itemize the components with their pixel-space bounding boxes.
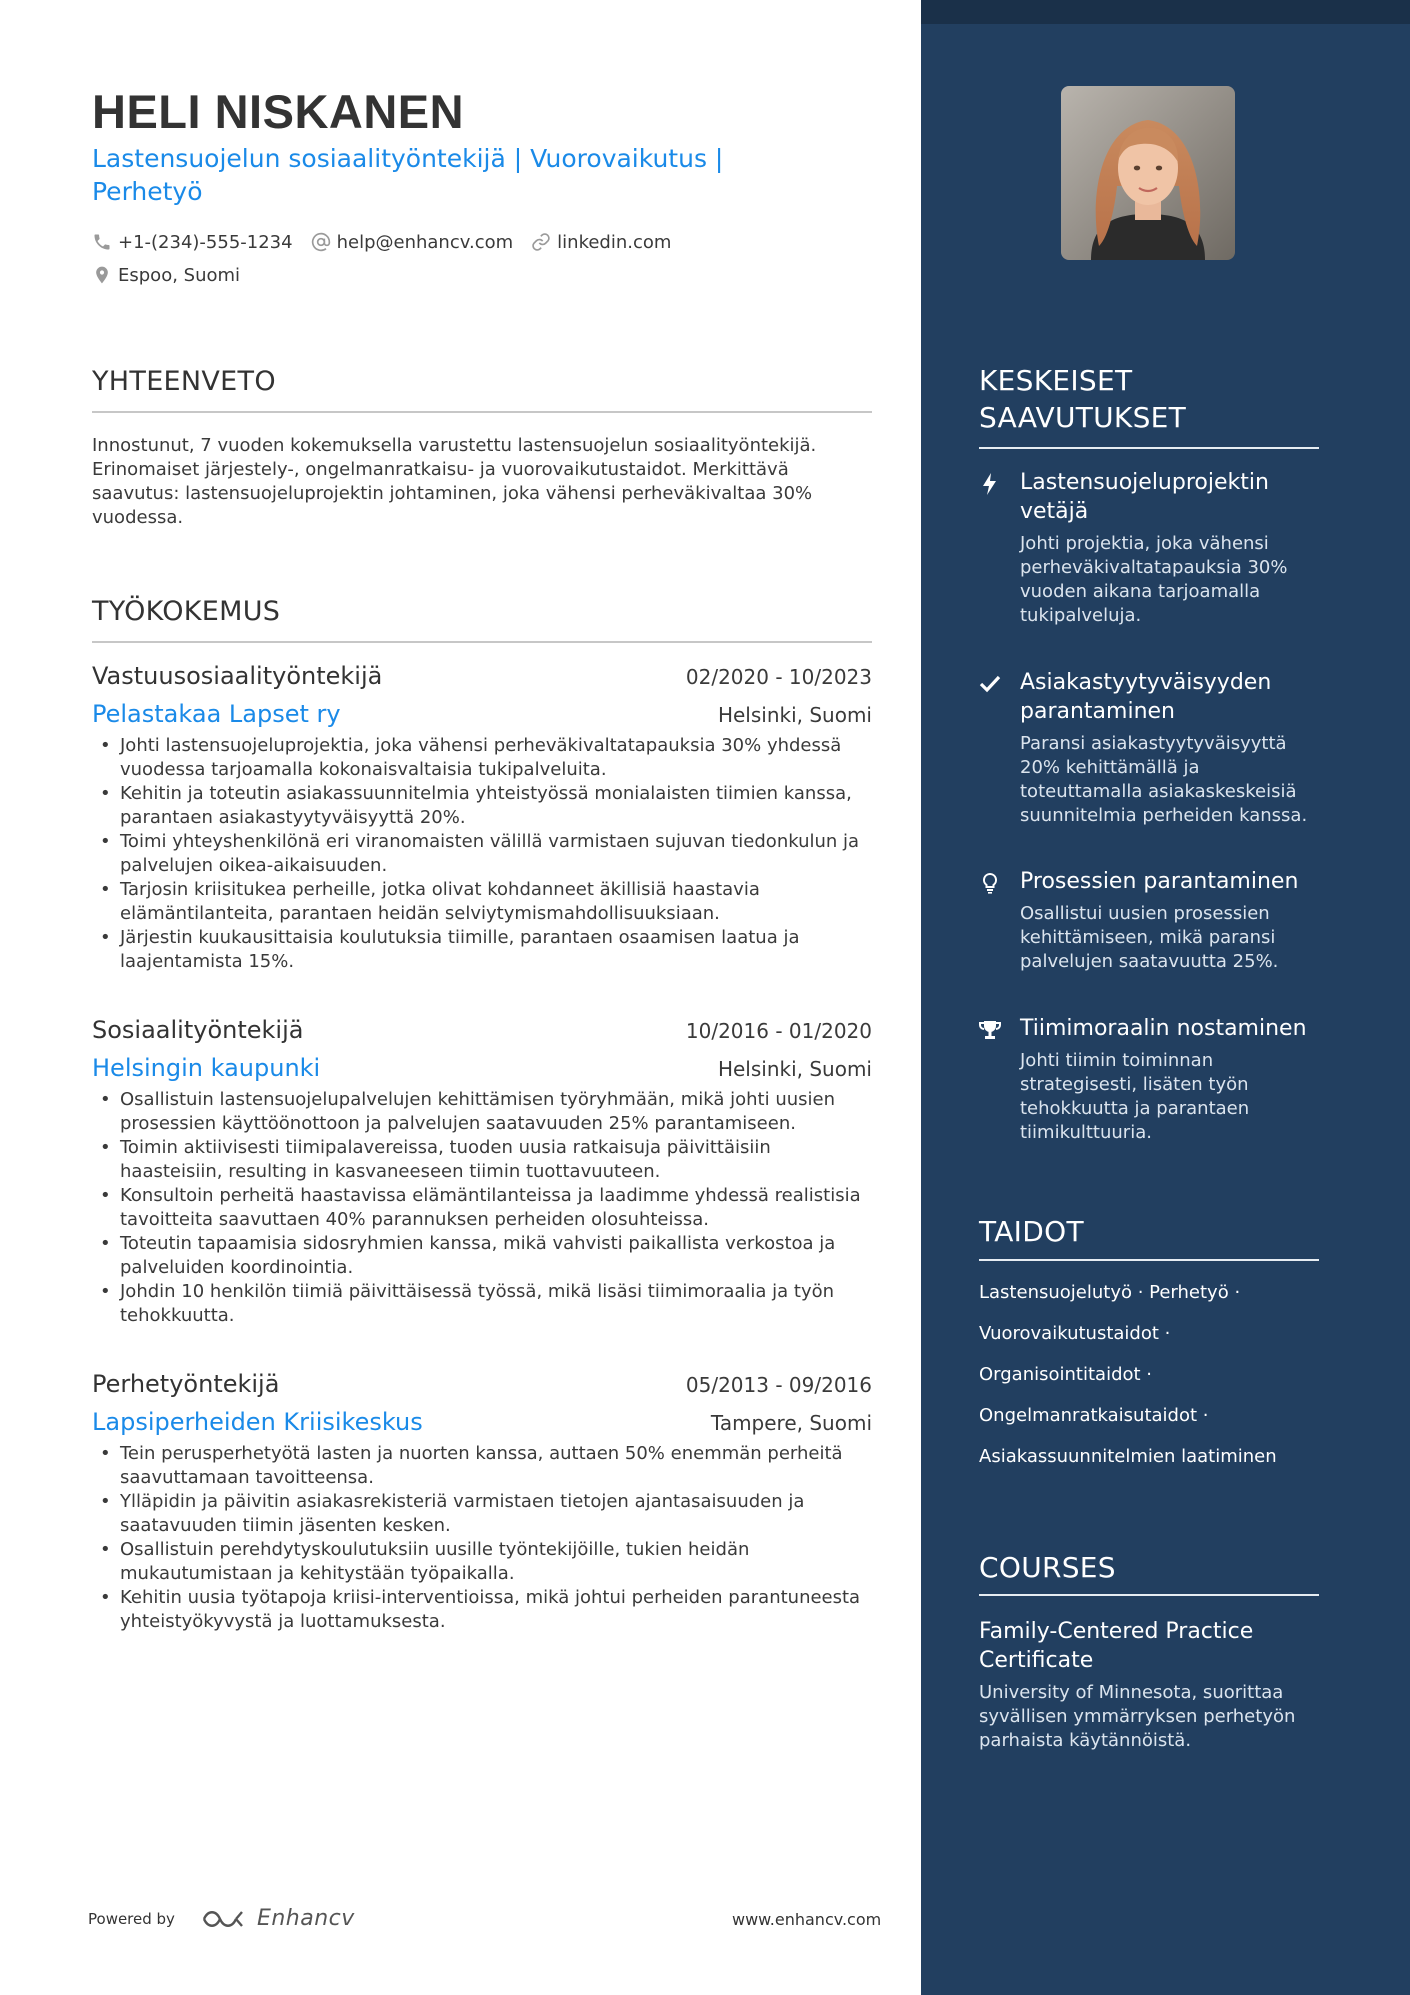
achievement-desc: Paransi asiakastyytyväisyyttä 20% kehittämällä ja toteuttamalla asiakaskeskeisiä suunnitelmia perheiden kanssa. xyxy=(1020,733,1308,826)
courses-heading: COURSES xyxy=(979,1551,1116,1584)
job-bullet: • Ylläpidin ja päivitin asiakasrekisteriä varmistaen tietojen ajantasaisuuden ja saatavuuden tiimin jäsenten kesken. xyxy=(92,1490,872,1538)
powered-by xyxy=(88,1906,355,1931)
contact-info xyxy=(92,229,872,295)
check-icon xyxy=(979,672,1001,696)
achievement-item xyxy=(979,468,1319,628)
job-bullets xyxy=(92,1088,872,1328)
job-bullet: • Kehitin uusia työtapoja kriisi-interventioissa, mikä johtui perheiden parantuneesta yhteistyökyvystä ja luottamuksesta. xyxy=(92,1586,872,1634)
phone-text: +1-(234)-555-1234 xyxy=(118,231,293,253)
job-bullet: • Toimi yhteyshenkilönä eri viranomaisten välillä varmistaen sujuvan tiedonkulun ja palvelujen oikea-aikaisuuden. xyxy=(92,830,872,878)
course-title: Family-Centered Practice Certificate xyxy=(979,1619,1254,1673)
location-text: Espoo, Suomi xyxy=(118,264,241,286)
email-text: help@enhancv.com xyxy=(336,231,514,253)
courses-divider xyxy=(979,1594,1319,1596)
job-bullets xyxy=(92,734,872,974)
job-location: Tampere, Suomi xyxy=(710,1411,872,1435)
achievement-desc: Osallistui uusien prosessien kehittämiseen, mikä paransi palvelujen saatavuutta 25%. xyxy=(1020,903,1279,972)
skill-line: Organisointitaidot · xyxy=(979,1364,1153,1385)
experience-divider xyxy=(92,641,872,643)
achievement-title: Prosessien parantaminen xyxy=(1020,869,1299,894)
contact-email[interactable] xyxy=(311,232,514,253)
achievement-title: Tiimimoraalin nostaminen xyxy=(1020,1016,1307,1041)
trophy-icon xyxy=(979,1018,1001,1042)
job-dates: 10/2016 - 01/2020 xyxy=(685,1019,872,1043)
achievements-divider xyxy=(979,447,1319,449)
job-bullet: • Tein perusperhetyötä lasten ja nuorten kanssa, auttaen 50% enemmän perheitä saavuttamaan tavoitteensa. xyxy=(92,1442,872,1490)
avatar xyxy=(1061,86,1235,260)
job-bullet: • Osallistuin perehdytyskoulutuksiin uusille työntekijöille, tukien heidän mukautumistaan ja kehitystään työpaikalla. xyxy=(92,1538,872,1586)
headline: Lastensuojelun sosiaalityöntekijä | Vuorovaikutus | Perhetyö xyxy=(92,144,724,206)
achievement-title: Lastensuojeluprojektin vetäjä xyxy=(1020,470,1269,524)
job-bullet: • Järjestin kuukausittaisia koulutuksia tiimille, parantaen osaamisen laatua ja laajentamista 15%. xyxy=(92,926,872,974)
enhancv-mark-icon xyxy=(201,1907,249,1931)
link-icon xyxy=(531,232,551,252)
enhancv-logo[interactable] xyxy=(201,1906,355,1931)
job-bullet: • Toimin aktiivisesti tiimipalavereissa, tuoden uusia ratkaisuja päivittäisiin haasteisiin, resulting in kasvaneeseen tiimin tuottavuuteen. xyxy=(92,1136,872,1184)
linkedin-text: linkedin.com xyxy=(557,231,672,253)
phone-icon xyxy=(92,232,112,252)
skill-line: Asiakassuunnitelmien laatiminen xyxy=(979,1446,1277,1467)
job-bullet: • Johti lastensuojeluprojektia, joka vähensi perheväkivaltatapauksia 30% yhdessä vuodessa tarjoamalla kokonaisvaltaisia tukipalveluita. xyxy=(92,734,872,782)
summary-divider xyxy=(92,411,872,413)
at-icon xyxy=(311,232,331,252)
achievement-title: Asiakastyytyväisyyden parantaminen xyxy=(1020,670,1272,724)
skills-list xyxy=(979,1281,1319,1486)
sidebar xyxy=(921,0,1410,1995)
achievement-desc: Johti projektia, joka vähensi perheväkivaltatapauksia 30% vuoden aikana tarjoamalla tukipalveluja. xyxy=(1020,533,1288,626)
job-bullet: • Osallistuin lastensuojelupalvelujen kehittämisen työryhmään, mikä johti uusien prosessien käyttöönottoon ja palvelujen saatavuuden 25% parantamiseen. xyxy=(92,1088,872,1136)
skill-line: Lastensuojelutyö · Perhetyö · xyxy=(979,1282,1241,1303)
bolt-icon xyxy=(979,472,1001,496)
contact-location xyxy=(92,265,240,286)
job-entry xyxy=(92,662,872,974)
powered-by-label: Powered by xyxy=(88,1909,175,1928)
job-bullets xyxy=(92,1442,872,1634)
job-title: Vastuusosiaalityöntekijä xyxy=(92,662,383,690)
achievement-desc: Johti tiimin toiminnan strategisesti, lisäten työn tehokkuutta ja parantaen tiimikulttuuria. xyxy=(1020,1050,1250,1143)
location-pin-icon xyxy=(92,265,112,285)
job-bullet: • Toteutin tapaamisia sidosryhmien kanssa, mikä vahvisti paikallista verkostoa ja palveluiden koordinointia. xyxy=(92,1232,872,1280)
job-company: Lapsiperheiden Kriisikeskus xyxy=(92,1408,423,1436)
job-dates: 02/2020 - 10/2023 xyxy=(685,665,872,689)
job-location: Helsinki, Suomi xyxy=(717,703,872,727)
skill-line: Ongelmanratkaisutaidot · xyxy=(979,1405,1209,1426)
achievement-item xyxy=(979,668,1319,828)
achievement-item xyxy=(979,867,1319,974)
achievements-heading: KESKEISET SAAVUTUKSET xyxy=(979,364,1187,434)
job-bullet: • Tarjosin kriisitukea perheille, jotka olivat kohdanneet äkillisiä haastavia elämäntilanteita, parantaen heidän selviytymismahdollisuuksiaan. xyxy=(92,878,872,926)
job-entry xyxy=(92,1370,872,1634)
course-desc: University of Minnesota, suorittaa syvällisen ymmärryksen perhetyön parhaista käytännöistä. xyxy=(979,1682,1296,1751)
contact-linkedin[interactable] xyxy=(531,232,671,253)
job-bullet: • Konsultoin perheitä haastavissa elämäntilanteissa ja laadimme yhdessä realistisia tavoitteita saavuttaen 40% parannuksen perheiden olosuhteissa. xyxy=(92,1184,872,1232)
experience-heading: TYÖKOKEMUS xyxy=(92,596,281,627)
skills-heading: TAIDOT xyxy=(979,1215,1084,1248)
achievement-item xyxy=(979,1014,1319,1145)
enhancv-brand: Enhancv xyxy=(256,1906,355,1931)
job-title: Perhetyöntekijä xyxy=(92,1370,280,1398)
job-company: Pelastakaa Lapset ry xyxy=(92,700,341,728)
job-bullet: • Johdin 10 henkilön tiimiä päivittäisessä työssä, mikä lisäsi tiimimoraalia ja työn tehokkuutta. xyxy=(92,1280,872,1328)
candidate-name: HELI NISKANEN xyxy=(92,85,465,138)
skills-divider xyxy=(979,1259,1319,1261)
job-location: Helsinki, Suomi xyxy=(717,1057,872,1081)
job-dates: 05/2013 - 09/2016 xyxy=(685,1373,872,1397)
summary-heading: YHTEENVETO xyxy=(92,366,276,397)
sidebar-top-strip xyxy=(921,0,1410,24)
lightbulb-icon xyxy=(979,871,1001,895)
job-title: Sosiaalityöntekijä xyxy=(92,1016,304,1044)
job-bullet: • Kehitin ja toteutin asiakassuunnitelmia yhteistyössä monialaisten tiimien kanssa, parantaen asiakastyytyväisyyttä 20%. xyxy=(92,782,872,830)
job-entry xyxy=(92,1016,872,1328)
skill-line: Vuorovaikutustaidot · xyxy=(979,1323,1171,1344)
job-company: Helsingin kaupunki xyxy=(92,1054,321,1082)
footer-website[interactable]: www.enhancv.com xyxy=(732,1910,882,1929)
summary-text: Innostunut, 7 vuoden kokemuksella varustettu lastensuojelun sosiaalityöntekijä. Erinomaiset järjestely-, ongelmanratkaisu- ja vuorovaikutustaidot. Merkittävä saavutus: lastensuojeluprojektin johtaminen, joka vähensi perheväkivaltaa 30% vuodessa. xyxy=(92,435,817,528)
contact-phone[interactable] xyxy=(92,232,293,253)
